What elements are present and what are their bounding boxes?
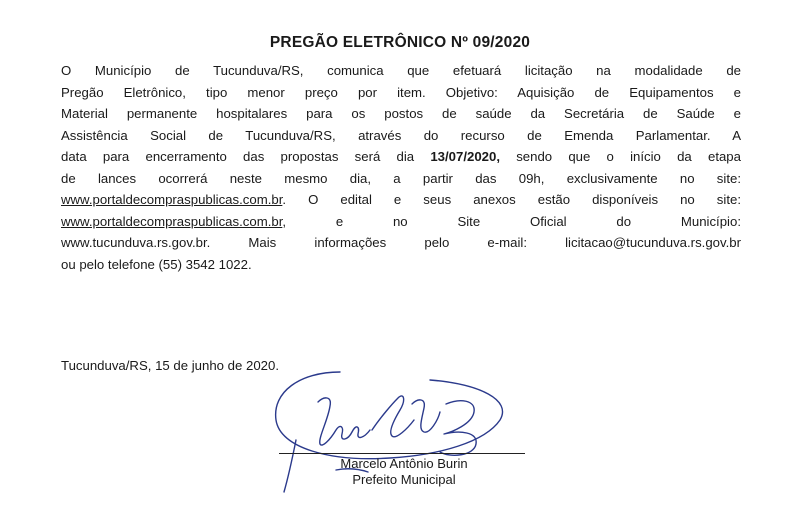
body-text-segment: sendo que o início da etapa: [500, 149, 741, 164]
body-text-segment: . O edital e seus anexos estão disponíveis no site:: [282, 192, 741, 207]
body-line: [61, 103, 741, 125]
signer-role: Prefeito Municipal: [352, 472, 456, 487]
signature-line: [279, 453, 525, 454]
deadline-date: 13/07/2020,: [430, 149, 500, 164]
signer-name: Marcelo Antônio Burin: [340, 456, 468, 471]
body-line: [61, 254, 741, 276]
body-line: [61, 146, 741, 168]
body-text-segment: O Município de Tucunduva/RS, comunica que efetuará licitação na modalidade de: [61, 63, 741, 78]
body-text-segment: Pregão Eletrônico, tipo menor preço por item. Objetivo: Aquisição de Equipamentos e: [61, 84, 741, 100]
body-text-segment: data para encerramento das propostas será dia: [61, 149, 431, 164]
body-text-segment: , e no Site Oficial do Município:: [282, 213, 741, 229]
website-link[interactable]: www.portaldecompraspublicas.com.br: [61, 213, 283, 229]
place-and-date: Tucunduva/RS, 15 de junho de 2020.: [61, 358, 279, 373]
body-text-segment: ou pelo telefone (55) 3542 1022.: [61, 256, 252, 272]
body-line: [61, 82, 741, 104]
body-line: [61, 211, 741, 233]
body-text-segment: de lances ocorrerá neste mesmo dia, a partir das 09h, exclusivamente no site:: [61, 170, 741, 186]
body-text-segment: Material permanente hospitalares para os postos de saúde da Secretária de Saúde e: [61, 106, 741, 121]
body-line: [61, 168, 741, 190]
announcement-body: [61, 60, 741, 275]
body-text-segment: www.tucunduva.rs.gov.br. Mais informações pelo e-mail: licitacao@tucunduva.rs.gov.br: [61, 235, 741, 250]
body-line: [61, 125, 741, 147]
document-title: PREGÃO ELETRÔNICO Nº 09/2020: [269, 34, 531, 51]
website-link[interactable]: www.portaldecompraspublicas.com.br: [61, 192, 283, 207]
body-line: [61, 232, 741, 254]
body-line: [61, 189, 741, 211]
body-text-segment: Assistência Social de Tucunduva/RS, através do recurso de Emenda Parlamentar. A: [61, 127, 741, 143]
body-line: [61, 60, 741, 82]
